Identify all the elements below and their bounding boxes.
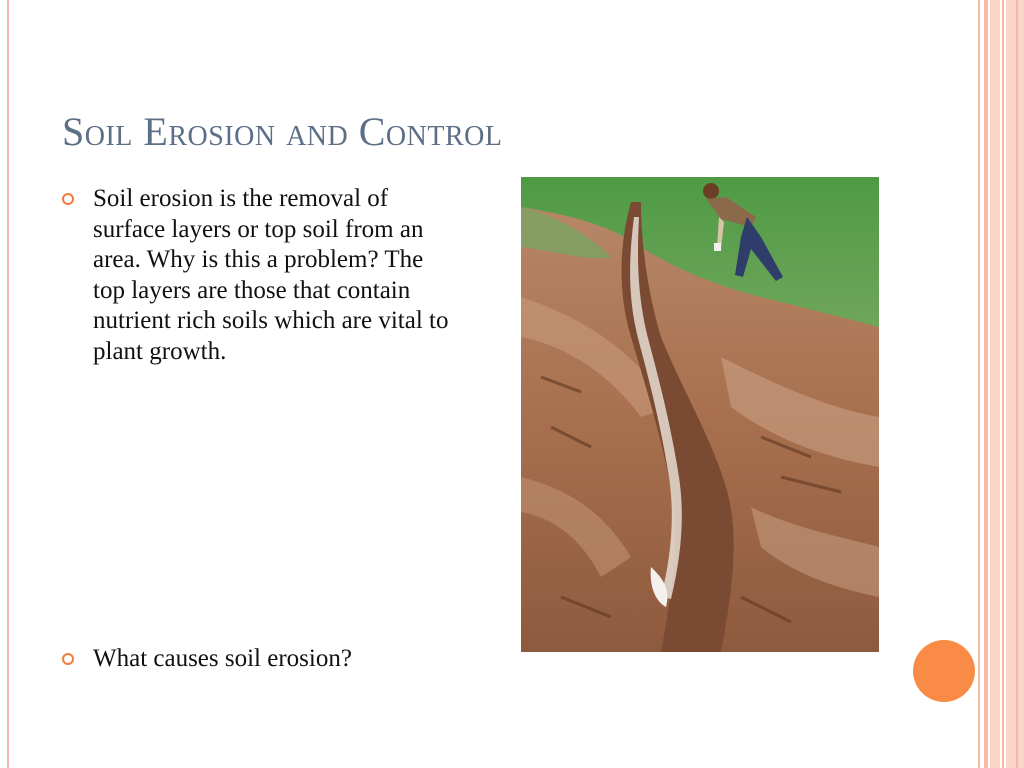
- right-border-stripe: [1016, 0, 1018, 768]
- bullet-text: What causes soil erosion?: [93, 645, 352, 672]
- right-border-stripe: [984, 0, 988, 768]
- erosion-gully-photo: [521, 177, 879, 652]
- left-border-line: [7, 0, 9, 768]
- bullet-circle-icon: [62, 653, 74, 665]
- bullet-item: [62, 644, 462, 678]
- bullet-circle-icon: [62, 193, 74, 205]
- orange-accent-circle: [913, 640, 975, 702]
- right-border-stripe: [1002, 0, 1004, 768]
- bullet-text: Soil erosion is the removal of surface layers or top soil from an area. Why is this a problem? The top layers are those that contain nutrient rich soils which are vital to plant growth.: [93, 185, 449, 365]
- slide-title: Soil Erosion and Control: [62, 109, 503, 154]
- bullet-item: [62, 184, 462, 404]
- right-border-stripe: [978, 0, 980, 768]
- right-border-stripe: [1006, 0, 1024, 768]
- right-border-stripe: [990, 0, 1000, 768]
